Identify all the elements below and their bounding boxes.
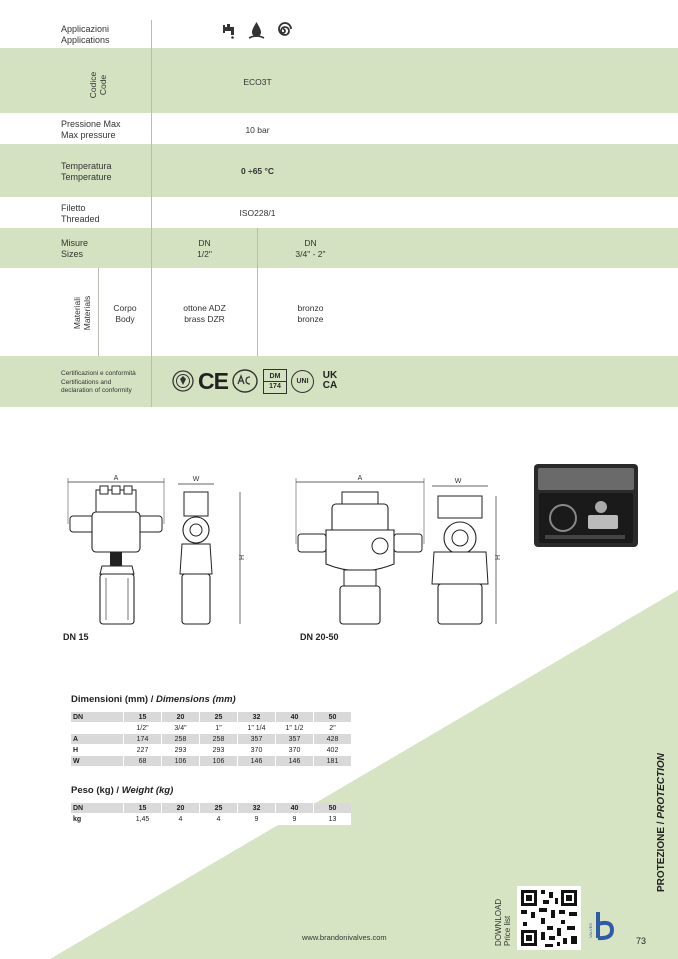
dim-h-label: H	[239, 554, 246, 560]
certifications-label: Certificazioni e conformità Certifications and declaration of conformity	[61, 370, 136, 394]
table-row: DN 15 20 25 32 40 50	[71, 712, 351, 723]
page-number: 73	[636, 936, 647, 946]
drawing-dn15-front	[62, 474, 172, 634]
download-label: DOWNLOAD Price list	[494, 898, 512, 946]
dm174-badge: DM 174	[263, 369, 287, 394]
size-col2: DN 3/4" - 2"	[295, 238, 326, 259]
material-col2: bronzo bronze	[297, 303, 324, 324]
section-tab: PROTEZIONE / PROTECTION	[656, 753, 667, 892]
brand-name: VALVES	[588, 923, 593, 938]
product-kit-photo	[533, 463, 639, 548]
dimensions-table	[71, 712, 351, 767]
dim-a-label: A	[113, 475, 119, 482]
dim-w-label: W	[192, 476, 200, 483]
ukca-mark: UK CA	[322, 370, 338, 391]
code-value: ECO3T	[243, 77, 272, 87]
pressure-label: Pressione Max Max pressure	[61, 119, 121, 140]
quality-seal-icon	[172, 370, 194, 392]
temperature-label: Temperatura Temperature	[61, 161, 112, 182]
footer-url[interactable]: www.brandonivalves.com	[302, 933, 387, 942]
applications-label: Applicazioni Applications	[61, 24, 110, 45]
spiral-icon	[274, 22, 292, 40]
drawing-dn20-front	[290, 474, 430, 634]
drawing-dn20-side	[428, 474, 510, 634]
weight-title: Peso (kg) / Weight (kg)	[71, 785, 174, 796]
acs-seal-icon	[232, 369, 258, 393]
table-row: H 227 293 293 370 370 402	[71, 745, 351, 756]
thread-value: ISO228/1	[239, 208, 276, 218]
code-label: Codice Code	[88, 71, 108, 99]
size-col1: DN 1/2"	[197, 238, 212, 259]
table-row: W 68 106 106 146 146 181	[71, 756, 351, 767]
ce-mark: CE	[198, 367, 228, 394]
uni-badge: UNI	[291, 370, 314, 393]
figure-label-dn20-50: DN 20-50	[300, 632, 339, 642]
thread-label: Filetto Threaded	[61, 203, 100, 224]
sizes-label: Misure Sizes	[61, 238, 89, 259]
material-col1: ottone ADZ brass DZR	[183, 303, 226, 324]
temperature-value: 0 ÷65 °C	[240, 166, 275, 176]
drop-icon	[248, 21, 265, 40]
table-row: 1/2" 3/4" 1" 1" 1/4 1" 1/2 2"	[71, 723, 351, 734]
pressure-value: 10 bar	[245, 125, 270, 135]
table-row: DN 15 20 25 32 40 50	[71, 803, 351, 814]
dim-w-label-2: W	[454, 478, 462, 485]
drawing-dn15-side	[172, 474, 252, 634]
table-row: kg 1,45 4 4 9 9 13	[71, 814, 351, 825]
materials-label: Materiali Materials	[72, 295, 92, 331]
dimensions-title: Dimensioni (mm) / Dimensions (mm)	[71, 694, 236, 705]
dim-a-label-2: A	[357, 475, 363, 482]
tap-icon	[222, 22, 240, 40]
material-divider	[98, 268, 99, 356]
qr-code-icon[interactable]	[517, 886, 581, 950]
dim-h-label-2: H	[495, 554, 502, 560]
brand-logo	[586, 908, 616, 944]
table-row: A 174 258 258 357 357 428	[71, 734, 351, 745]
figure-label-dn15: DN 15	[63, 632, 89, 642]
spec-divider	[151, 20, 152, 407]
body-label: Corpo Body	[113, 303, 137, 324]
weight-table	[71, 803, 351, 825]
